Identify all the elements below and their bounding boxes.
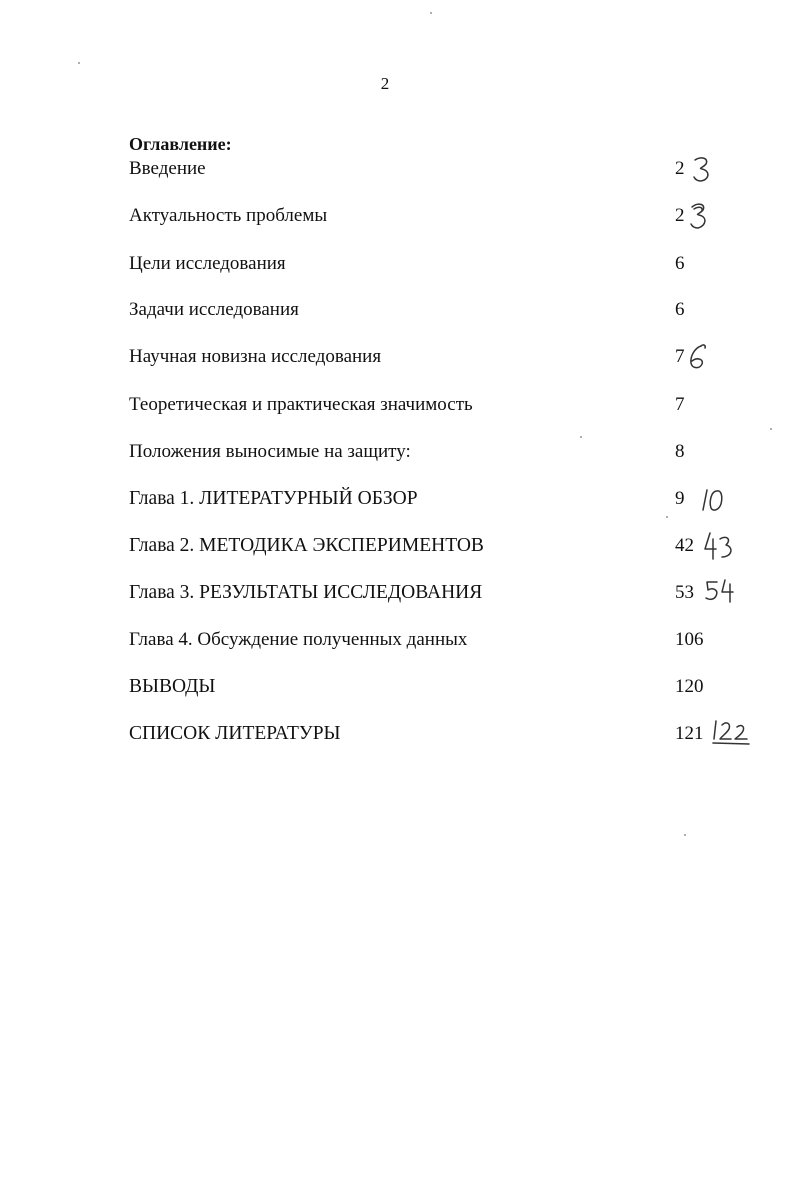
toc-entry-chapter-2: [129, 535, 769, 565]
toc-entry-page: 6: [675, 299, 685, 320]
handwritten-correction: [699, 482, 759, 518]
toc-entry-defense-points: [129, 441, 769, 471]
toc-entry-goals: [129, 253, 769, 283]
toc-entry-title: СПИСОК ЛИТЕРАТУРЫ: [129, 723, 341, 744]
toc-entry-page: 8: [675, 441, 685, 462]
toc-entry-title: Задачи исследования: [129, 299, 299, 320]
toc-entry-references: [129, 723, 769, 753]
toc-entry-title: Научная новизна исследования: [129, 346, 382, 367]
toc-entry-page: 106: [675, 629, 704, 650]
toc-entry-title: Глава 1. ЛИТЕРАТУРНЫЙ ОБЗОР: [129, 488, 418, 509]
scan-speck: [684, 834, 686, 836]
toc-entry-title: Введение: [129, 158, 206, 179]
toc-entry-chapter-3: [129, 582, 769, 612]
scan-speck: [580, 436, 582, 438]
toc-entry-conclusions: [129, 676, 769, 706]
toc-entry-page: 7: [675, 346, 685, 367]
toc-entry-title: Глава 3. РЕЗУЛЬТАТЫ ИССЛЕДОВАНИЯ: [129, 582, 483, 603]
page-number: 2: [380, 74, 390, 93]
scan-speck: [430, 12, 432, 14]
toc-entry-title: ВЫВОДЫ: [129, 676, 216, 697]
toc-entry-page: 2: [675, 205, 685, 226]
toc-entry-page: 2: [675, 158, 685, 179]
toc-entry-page: 42: [675, 535, 694, 556]
toc-entry-significance: [129, 394, 769, 424]
scan-speck: [78, 62, 80, 64]
toc-entry-novelty: [129, 346, 769, 376]
scan-speck: [666, 516, 668, 518]
toc-entry-chapter-1: [129, 488, 769, 518]
toc-entry-page: 9: [675, 488, 685, 509]
toc-entry-chapter-4: [129, 629, 769, 659]
handwritten-correction: [685, 340, 745, 376]
toc-entry-tasks: [129, 299, 769, 329]
toc-entry-title: Положения выносимые на защиту:: [129, 441, 411, 462]
toc-entry-page: 7: [675, 394, 685, 415]
handwritten-correction: [709, 717, 769, 753]
toc-entry-title: Теоретическая и практическая значимость: [129, 394, 473, 415]
toc-heading: Оглавление:: [129, 134, 232, 154]
toc-entry-relevance: [129, 205, 769, 235]
toc-entry-title: Глава 2. МЕТОДИКА ЭКСПЕРИМЕНТОВ: [129, 535, 484, 556]
handwritten-correction: [687, 199, 747, 235]
handwritten-correction: [702, 529, 762, 565]
toc-entry-page: 53: [675, 582, 694, 603]
toc-entry-title: Глава 4. Обсуждение полученных данных: [129, 629, 468, 650]
toc-entry-page: 121: [675, 723, 704, 744]
scan-speck: [770, 428, 772, 430]
toc-entry-introduction: [129, 158, 769, 188]
toc-entry-title: Цели исследования: [129, 253, 286, 274]
handwritten-correction: [703, 576, 763, 612]
toc-entry-page: 6: [675, 253, 685, 274]
handwritten-correction: [689, 152, 749, 188]
toc-entry-title: Актуальность проблемы: [129, 205, 328, 226]
toc-entry-page: 120: [675, 676, 704, 697]
